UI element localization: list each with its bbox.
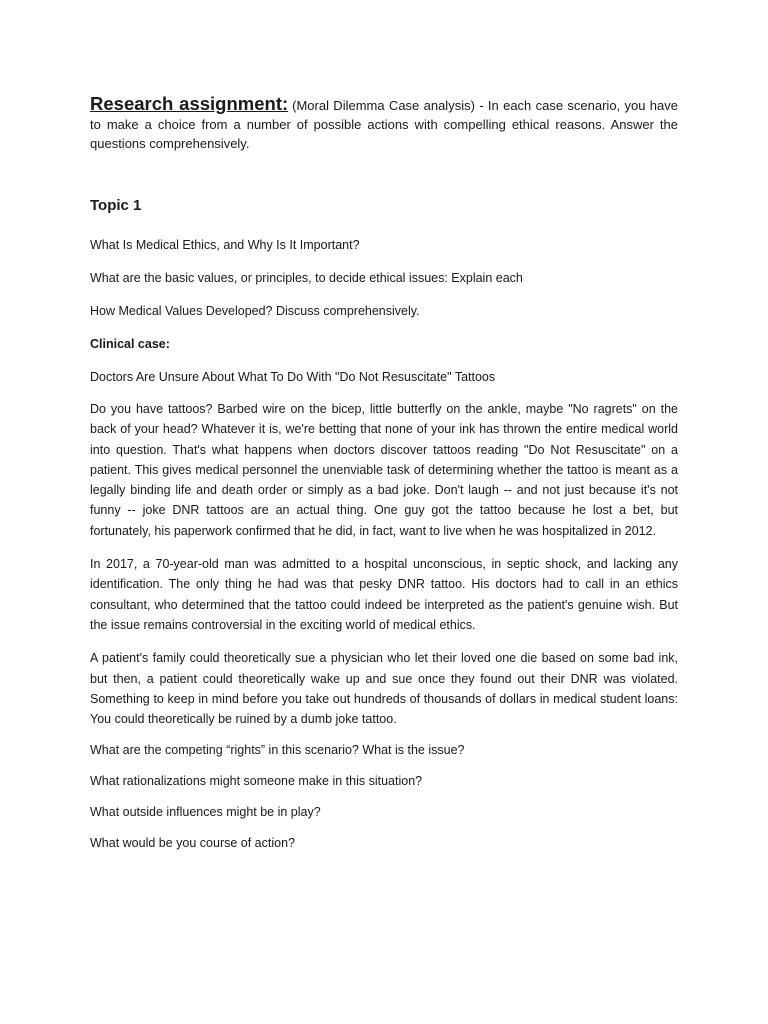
assignment-intro-text: (Moral Dilemma Case analysis) - In each case scenario, you have to make a choice from a number of possible actions with compelling ethical reasons. Answer the questions comprehensively.	[90, 98, 678, 151]
case-question-2: What rationalizations might someone make in this situation?	[90, 774, 423, 789]
clinical-case-title: Doctors Are Unsure About What To Do With "Do Not Resuscitate" Tattoos	[90, 370, 496, 384]
case-question-4: What would be you course of action?	[90, 836, 295, 851]
topic-question-3: How Medical Values Developed? Discuss comprehensively.	[90, 304, 420, 318]
assignment-heading: Research assignment:	[90, 93, 289, 114]
case-paragraph-3: A patient's family could theoretically sue a physician who let their loved one die based on some bad ink, but then, a patient could theoretically wake up and sue once they found out their DNR was violated. Something to keep in mind before you take out hundreds of thousands of dollars in medical student loans: You could theoretically be ruined by a dumb joke tattoo.	[90, 651, 678, 727]
intro-paragraph	[90, 94, 678, 153]
topic-question-2: What are the basic values, or principles, to decide ethical issues: Explain each	[90, 271, 523, 285]
topic-question-1: What Is Medical Ethics, and Why Is It Important?	[90, 238, 360, 252]
case-paragraph-1: Do you have tattoos? Barbed wire on the bicep, little butterfly on the ankle, maybe "No ragrets" on the back of your head? Whatever it is, we're betting that none of your ink has thrown the entire medical world into question. That's what happens when doctors discover tattoos reading "Do Not Resuscitate" on a patient. This gives medical personnel the unenviable task of determining whether the tattoo is meant as a legally binding life and death order or simply as a bad joke. Don't laugh -- and not just because it's not funny -- joke DNR tattoos are an actual thing. One guy got the tattoo because he lost a bet, but fortunately, his paperwork confirmed that he did, in fact, want to live when he was hospitalized in 2012.	[90, 402, 678, 538]
case-question-3: What outside influences might be in play?	[90, 805, 321, 820]
case-question-1: What are the competing “rights” in this scenario? What is the issue?	[90, 743, 465, 758]
topic-title: Topic 1	[90, 197, 142, 214]
clinical-case-label: Clinical case:	[90, 337, 170, 351]
case-paragraph-2: In 2017, a 70-year-old man was admitted to a hospital unconscious, in septic shock, and lacking any identification. The only thing he had was that pesky DNR tattoo. His doctors had to call in an ethics consultant, who determined that the tattoo could indeed be interpreted as the patient's genuine wish. But the issue remains controversial in the exciting world of medical ethics.	[90, 557, 678, 632]
